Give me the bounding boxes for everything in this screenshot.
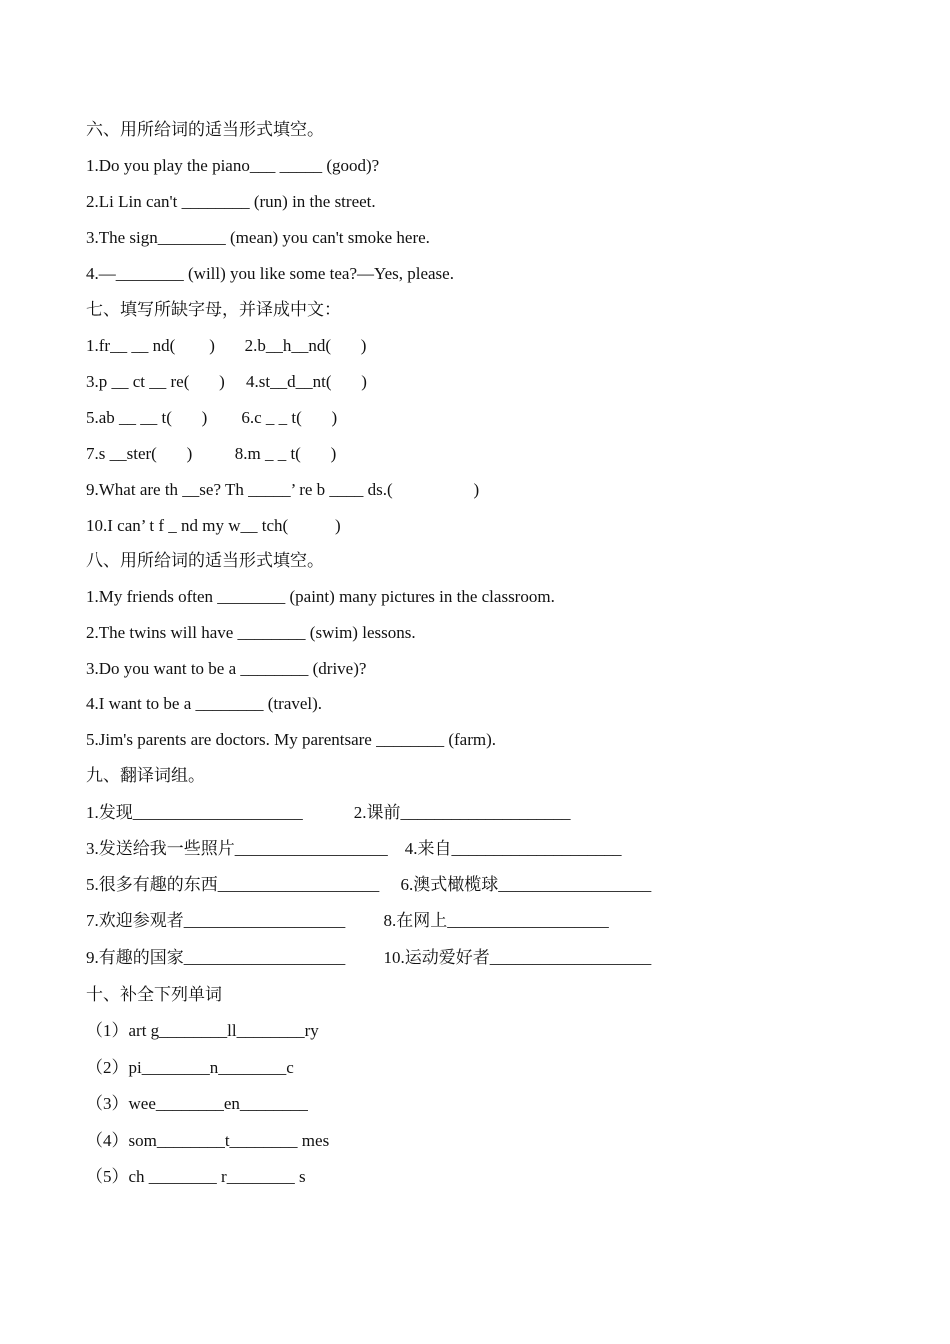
section-9-item-2: 3.发送给我一些照片__________________ 4.来自____________________: [86, 839, 622, 858]
section-9-item-5: 9.有趣的国家___________________ 10.运动爱好者___________________: [86, 948, 652, 967]
section-6-item-3: 3.The sign________ (mean) you can't smoke here.: [86, 228, 430, 247]
section-7-item-4: 7.s __ster( ) 8.m _ _ t( ): [86, 444, 337, 463]
section-10-item-1: （1）art g________ll________ry: [86, 1021, 319, 1040]
section-8-item-2: 2.The twins will have ________ (swim) lessons.: [86, 623, 416, 642]
section-10-item-3: （3）wee________en________: [86, 1094, 308, 1113]
section-9-item-1: 1.发现____________________ 2.课前____________________: [86, 803, 571, 822]
section-7-item-5: 9.What are th __se? Th _____’ re b ____ ds.( ): [86, 480, 480, 499]
section-6-item-2: 2.Li Lin can't ________ (run) in the street.: [86, 192, 376, 211]
section-9-item-3: 5.很多有趣的东西___________________ 6.澳式橄榄球__________________: [86, 875, 652, 894]
section-6-heading: 六、用所给词的适当形式填空。: [86, 120, 324, 139]
section-8-item-4: 4.I want to be a ________ (travel).: [86, 694, 323, 713]
section-6-item-1: 1.Do you play the piano___ _____ (good)?: [86, 156, 380, 175]
section-7-item-2: 3.p __ ct __ re( ) 4.st__d__nt( ): [86, 372, 367, 391]
section-9-item-4: 7.欢迎参观者___________________ 8.在网上___________________: [86, 911, 609, 930]
section-7-item-3: 5.ab __ __ t( ) 6.c _ _ t( ): [86, 408, 338, 427]
section-8-heading: 八、用所给词的适当形式填空。: [86, 551, 324, 570]
section-6-item-4: 4.—________ (will) you like some tea?—Yes, please.: [86, 264, 454, 283]
section-10-heading: 十、补全下列单词: [86, 985, 222, 1004]
section-8-item-5: 5.Jim's parents are doctors. My parentsare ________ (farm).: [86, 730, 497, 749]
section-10-item-2: （2）pi________n________c: [86, 1058, 294, 1077]
section-10-item-5: （5）ch ________ r________ s: [86, 1167, 306, 1186]
section-7-item-1: 1.fr__ __ nd( ) 2.b__h__nd( ): [86, 336, 367, 355]
section-7-heading: 七、填写所缺字母，并译成中文：: [86, 300, 341, 319]
section-10-item-4: （4）som________t________ mes: [86, 1131, 330, 1150]
section-8-item-3: 3.Do you want to be a ________ (drive)?: [86, 659, 367, 678]
section-8-item-1: 1.My friends often ________ (paint) many pictures in the classroom.: [86, 587, 555, 606]
section-7-item-6: 10.I can’ t f _ nd my w__ tch( ): [86, 516, 341, 535]
section-9-heading: 九、翻译词组。: [86, 766, 205, 785]
